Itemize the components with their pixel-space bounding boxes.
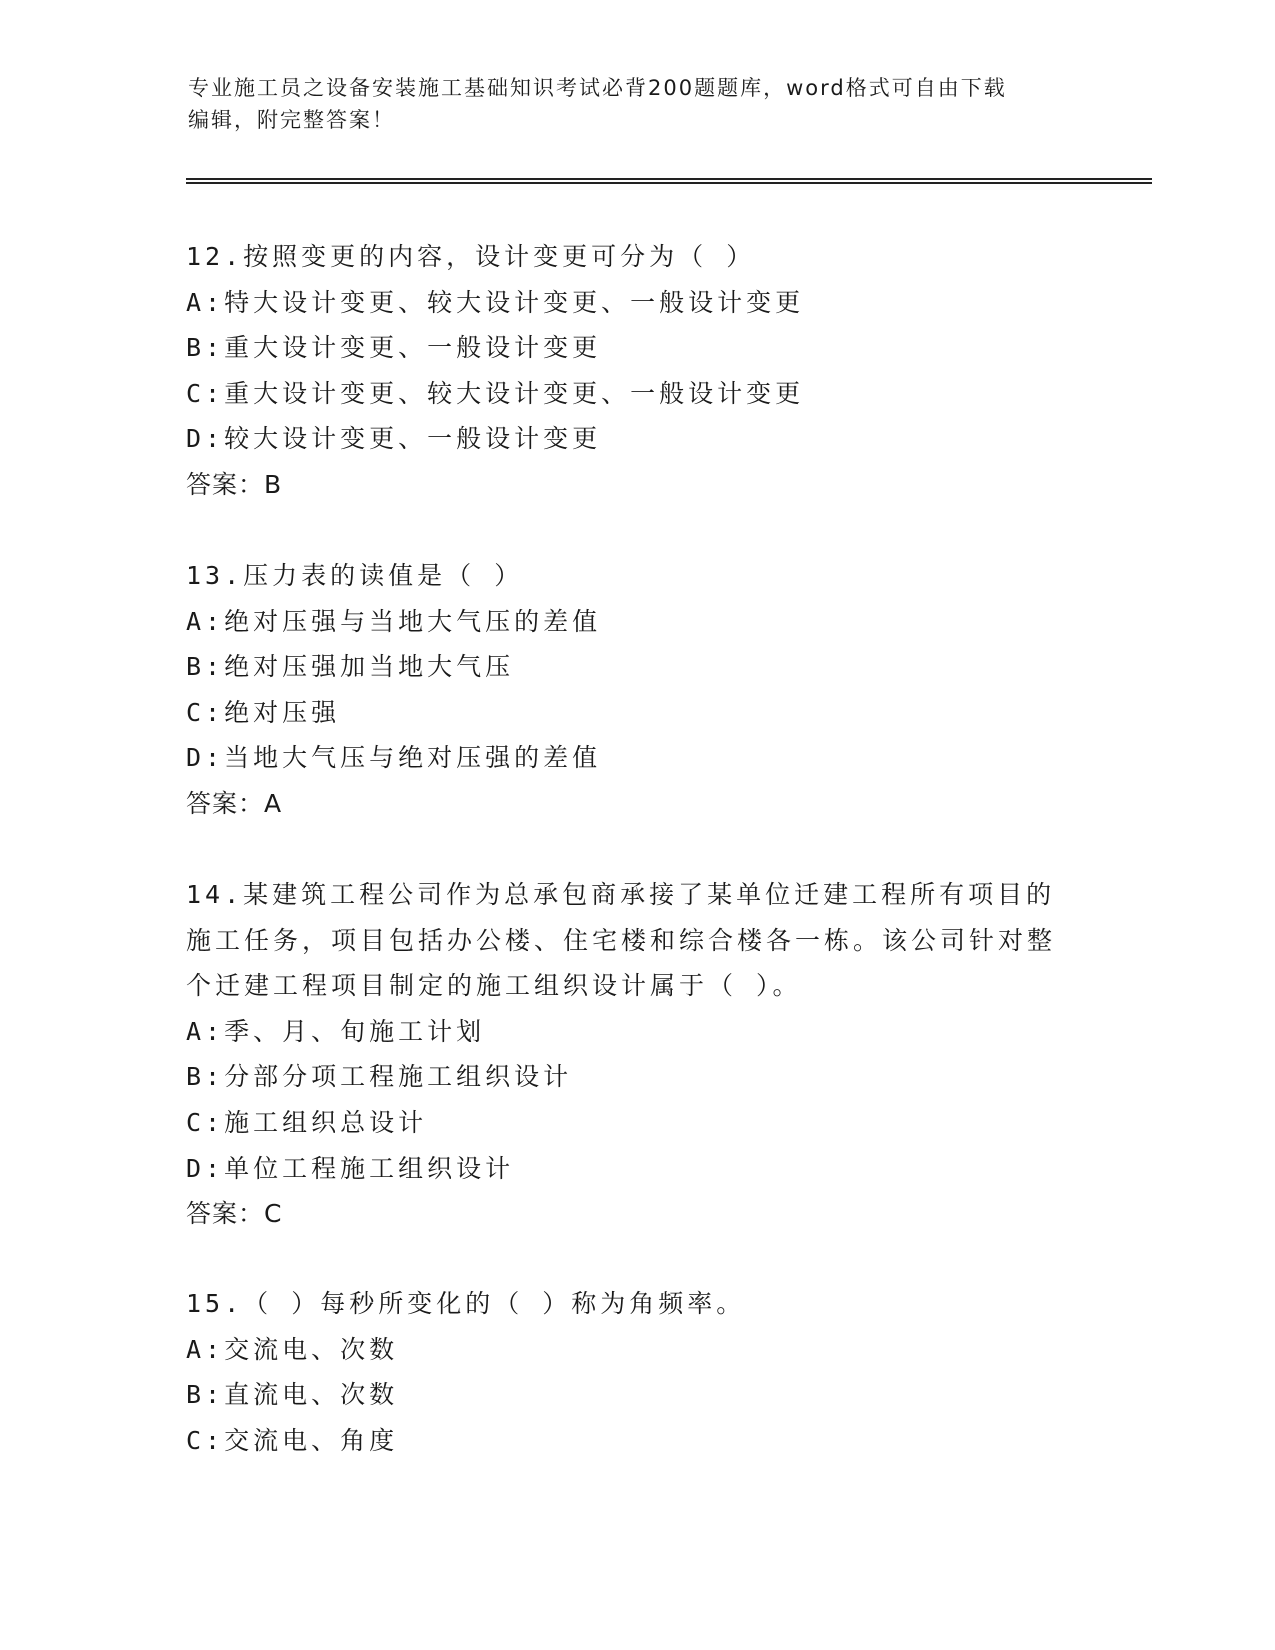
option-b: B:直流电、次数	[186, 1380, 399, 1410]
question-stem: 13.压力表的读值是（ ）	[186, 561, 524, 590]
question-stem: 12.按照变更的内容，设计变更可分为（ ）	[186, 242, 756, 271]
option-c: C:施工组织总设计	[186, 1107, 428, 1137]
question-15	[186, 1281, 1086, 1463]
answer-line: 答案：B	[186, 469, 283, 499]
answer-line: 答案：A	[186, 788, 283, 818]
option-a: A:交流电、次数	[186, 1334, 399, 1364]
option-a: A:特大设计变更、较大设计变更、一般设计变更	[186, 287, 805, 317]
option-b: B:重大设计变更、一般设计变更	[186, 333, 602, 363]
option-c: C:重大设计变更、较大设计变更、一般设计变更	[186, 378, 805, 408]
question-14	[186, 872, 1086, 1237]
option-b: B:分部分项工程施工组织设计	[186, 1062, 573, 1092]
header-title-line-1: 专业施工员之设备安装施工基础知识考试必背200题题库，word格式可自由下载	[188, 76, 1007, 100]
option-c: C:绝对压强	[186, 697, 341, 727]
option-a: A:绝对压强与当地大气压的差值	[186, 606, 602, 636]
question-12	[186, 234, 1086, 508]
option-d: D:较大设计变更、一般设计变更	[186, 424, 602, 454]
header-divider	[186, 182, 1152, 184]
document-header	[188, 72, 1088, 136]
question-stem: 15.（ ）每秒所变化的（ ）称为角频率。	[186, 1289, 746, 1318]
question-13	[186, 553, 1086, 827]
option-d: D:单位工程施工组织设计	[186, 1153, 515, 1183]
option-c: C:交流电、角度	[186, 1425, 399, 1455]
question-stem: 14.某建筑工程公司作为总承包商承接了某单位迁建工程所有项目的施工任务，项目包括办公楼、住宅楼和综合楼各一栋。该公司针对整个迁建工程项目制定的施工组织设计属于（ ）。	[186, 880, 1057, 1001]
header-divider	[186, 178, 1152, 180]
answer-line: 答案：C	[186, 1199, 283, 1229]
option-d: D:当地大气压与绝对压强的差值	[186, 743, 602, 773]
option-a: A:季、月、旬施工计划	[186, 1016, 486, 1046]
option-b: B:绝对压强加当地大气压	[186, 652, 515, 682]
header-title-line-2: 编辑，附完整答案！	[188, 108, 395, 132]
